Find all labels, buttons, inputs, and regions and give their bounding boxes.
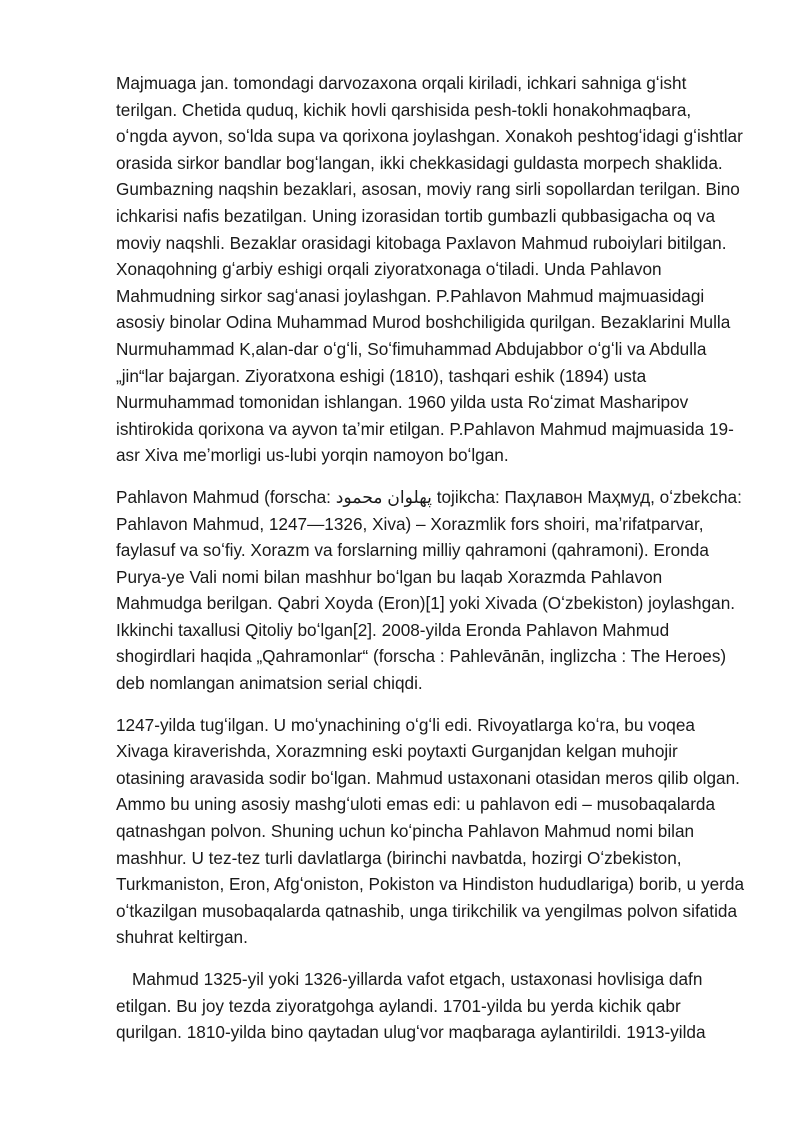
paragraph-majmua-description: Majmuaga jan. tomondagi darvozaxona orqali kiriladi, ichkari sahniga gʻisht terilgan. Chetida quduq, kichik hovli qarshisida pesh-tokli honakohmaqbara, oʻngda ayvon, soʻlda supa va qorixona joylashgan. Xonakoh peshtogʻidagi gʻishtlar orasida sirkor bandlar bogʻlangan, ikki chekkasidagi guldasta morpech shaklida. Gumbazning naqshin bezaklari, asosan, moviy rang sirli sopollardan terilgan. Bino ichkarisi nafis bezatilgan. Uning izorasidan tortib gumbazli qubbasigacha oq va moviy naqshli. Bezaklar orasidagi kitobaga Paxlavon Mahmud ruboiylari bitilgan. Xonaqohning gʻarbiy eshigi orqali ziyoratxonaga oʻtiladi. Unda Pahlavon Mahmudning sirkor sagʻanasi joylashgan. P.Pahlavon Mahmud majmuasidagi asosiy binolar Odina Muhammad Murod boshchiligida qurilgan. Bezaklarini Mulla Nurmuhammad K,alan-dar oʻgʻli, Soʻfimuhammad Abdujabbor oʻgʻli va Abdulla „jin“lar bajargan. Ziyoratxona eshigi (1810), tashqari eshik (1894) usta Nurmuhammad tomonidan ishlangan. 1960 yilda usta Roʻzimat Masharipov ishtirokida qorixona va ayvon taʼmir etilgan. P.Pahlavon Mahmud majmuasida 19-asr Xiva meʼmorligi us-lubi yorqin namoyon boʻlgan.	[116, 73, 743, 466]
document-body	[116, 70, 744, 1061]
paragraph-burial: Mahmud 1325-yil yoki 1326-yillarda vafot etgach, ustaxonasi hovlisiga dafn etilgan. Bu joy tezda ziyoratgohga aylandi. 1701-yilda bu yerda kichik qabr qurilgan. 1810-yilda bino qaytadan ulugʻvor maqbaraga aylantirildi. 1913-yilda	[116, 969, 706, 1043]
paragraph-biography: 1247-yilda tugʻilgan. U moʻynachining oʻgʻli edi. Rivoyatlarga koʻra, bu voqea Xivaga kiraverishda, Xorazmning eski poytaxti Gurganjdan kelgan muhojir otasining aravasida sodir boʻlgan. Mahmud ustaxonani otasidan meros qilib olgan. Ammo bu uning asosiy mashgʻuloti emas edi: u pahlavon edi – musobaqalarda qatnashgan polvon. Shuning uchun koʻpincha Pahlavon Mahmud nomi bilan mashhur. U tez-tez turli davlatlarga (birinchi navbatda, hozirgi Oʻzbekiston, Turkmaniston, Eron, Afgʻoniston, Pokiston va Hindiston hududlariga) borib, u yerda oʻtkazilgan musobaqalarda qatnashib, unga tirikchilik va yengilmas polvon sifatida shuhrat keltirgan.	[116, 714, 745, 948]
paragraph-pahlavon-intro: Pahlavon Mahmud (forscha: پهلوان محمود tojikcha: Паҳлавон Маҳмуд, oʻzbekcha: Pahlavon Mahmud, 1247—1326, Xiva) – Xorazmlik fors shoiri, maʼrifatparvar, faylasuf va soʻfiy. Xorazm va forslarning milliy qahramoni (qahramoni). Eronda Purya-ye Vali nomi bilan mashhur boʻlgan bu laqab Xorazmda Pahlavon Mahmudga berilgan. Qabri Xoyda (Eron)[1] yoki Xivada (Oʻzbekiston) joylashgan. Ikkinchi taxallusi Qitoliy boʻlgan[2]. 2008-yilda Eronda Pahlavon Mahmud shogirdlari haqida „Qahramonlar“ (forscha : Pahlevānān, inglizcha : The Heroes) deb nomlangan animatsion serial chiqdi.	[116, 486, 742, 694]
